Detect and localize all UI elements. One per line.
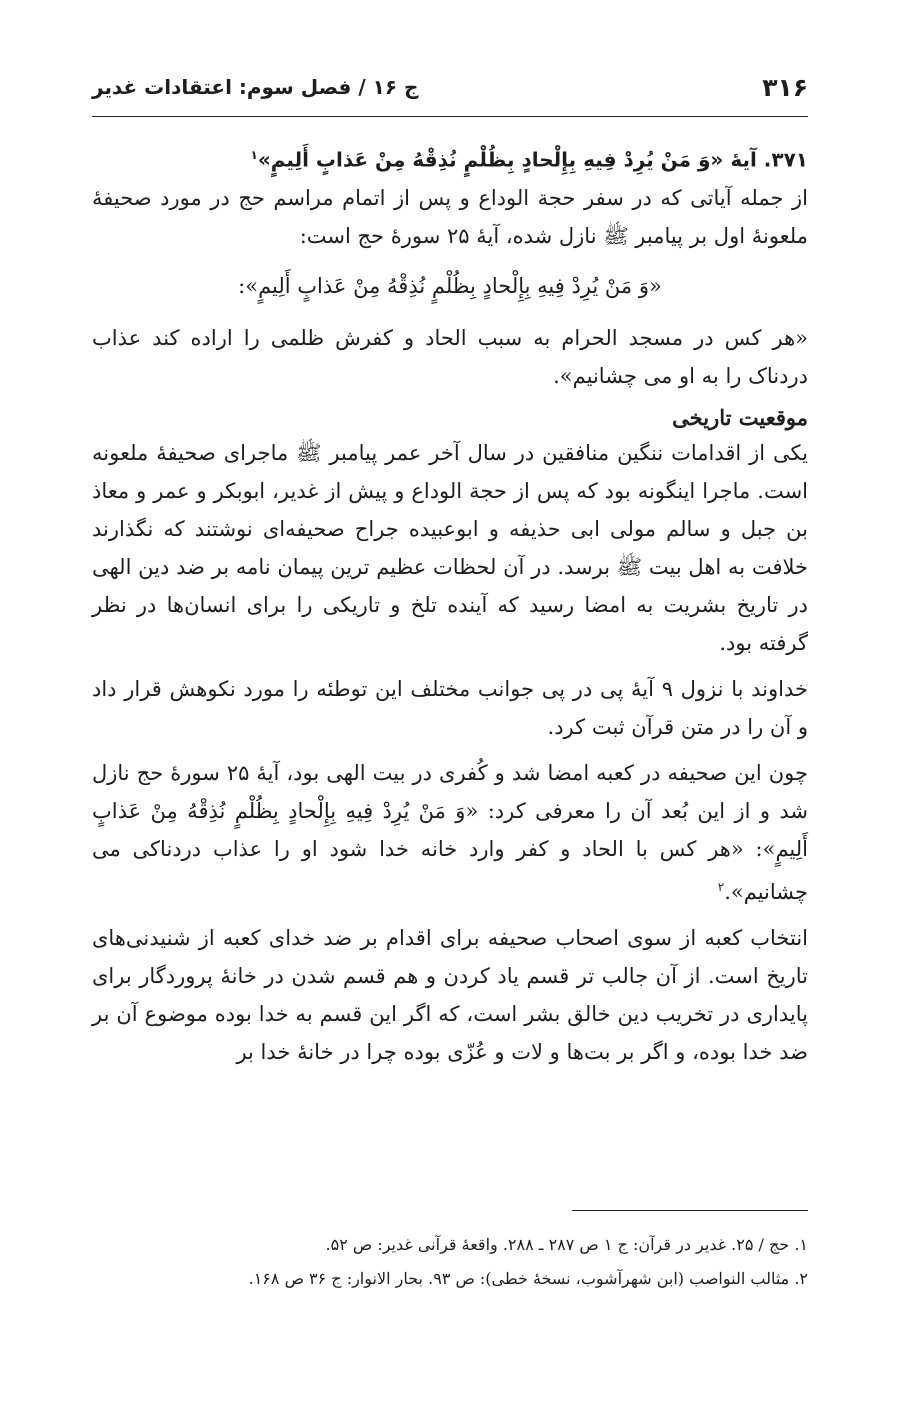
page-body — [92, 136, 808, 1071]
intro-paragraph: از جمله آیاتی که در سفر حجة الوداع و پس از اتمام مراسم حج در مورد صحیفهٔ ملعونهٔ اول بر پیامبر ﷺ نازل شده، آیهٔ ۲۵ سورهٔ حج است: — [92, 185, 808, 248]
quran-verse: «وَ مَنْ یُرِدْ فِیهِ بِإِلْحادٍ بِظُلْمٍ نُذِقْهُ مِنْ عَذابٍ أَلِیمٍ»: — [238, 273, 662, 298]
page-header — [92, 58, 808, 117]
footnote-ref-2: ۲ — [717, 879, 725, 894]
footnote-separator — [572, 1210, 808, 1211]
paragraph-1: یکی از اقدامات ننگین منافقین در سال آخر عمر پیامبر ﷺ ماجرای صحیفهٔ ملعونه است. ماجرا اینگونه بود که پس از حجة الوداع و پیش از غدیر، ابوبکر و عمر و معاذ بن جبل و سالم مولی ابی حذیفه و ابوعبیده جراح صحیفه‌ای نوشتند که نگذارند خلافت به اهل بیت ﷺ برسد. در آن لحظات عظیم ترین پیمان نامه بر ضد دین الهی در تاریخ بشریت به امضا رسید که آینده تلخ و تاریکی را برای انسان‌ها در نظر گرفته بود. — [92, 440, 808, 655]
section-heading: موقعیت تاریخی — [672, 404, 808, 430]
verse-translation: «هر کس در مسجد الحرام به سبب الحاد و کفرش ظلمی را اراده کند عذاب دردناک را به او می چشانیم». — [92, 325, 808, 388]
item-heading: ۳۷۱. آیهٔ «وَ مَنْ یُرِدْ فِیهِ بِإِلْحادٍ بِظُلْمٍ نُذِقْهُ مِنْ عَذابٍ أَلِیمٍ»$^۱$ — [250, 147, 808, 172]
footnotes — [92, 1210, 808, 1296]
paragraph-2: خداوند با نزول ۹ آیهٔ پی در پی جوانب مختلف این توطئه را مورد نکوهش قرار داد و آن را در متن قرآن ثبت کرد. — [92, 676, 808, 739]
paragraph-3: چون این صحیفه در کعبه امضا شد و کُفری در بیت الهی بود، آیهٔ ۲۵ سورهٔ حج نازل شد و از این بُعد آن را معرفی کرد: «وَ مَنْ یُرِدْ فِیهِ بِإِلْحادٍ بِظُلْمٍ نُذِقْهُ مِنْ عَذابٍ أَلِیمٍ»: «هر کس با الحاد و کفر وارد خانه خدا شود او را عذاب دردناکی می چشانیم».$^۲$ — [92, 760, 809, 904]
paragraph-4: انتخاب کعبه از سوی اصحاب صحیفه برای اقدام بر ضد خدای کعبه از شنیدنی‌های تاریخ است. از آن جالب تر قسم یاد کردن و هم قسم شدن در خانهٔ پروردگار برای پایداری در تخریب دین خالق بشر است، که اگر این قسم به خدا بوده موضوع آن بر ضد خدا بوده، و اگر بر بت‌ها و لات و عُزّی بوده چرا در خانهٔ خدا بر — [92, 925, 808, 1064]
footnote-ref-1: ۱ — [250, 148, 258, 162]
running-title: ج ۱۶ / فصل سوم: اعتقادات غدیر — [92, 75, 419, 99]
page-number: ۳۱۶ — [762, 72, 808, 102]
footnote-2: ۲. مثالب النواصب (ابن شهرآشوب، نسخهٔ خطی): ص ۹۳. بحار الانوار: ج ۳۶ ص ۱۶۸. — [248, 1269, 808, 1288]
footnote-1: ۱. حج / ۲۵. غدیر در قرآن: ج ۱ ص ۲۸۷ ـ ۲۸۸. واقعهٔ قرآنی غدیر: ص ۵۲. — [325, 1235, 808, 1254]
